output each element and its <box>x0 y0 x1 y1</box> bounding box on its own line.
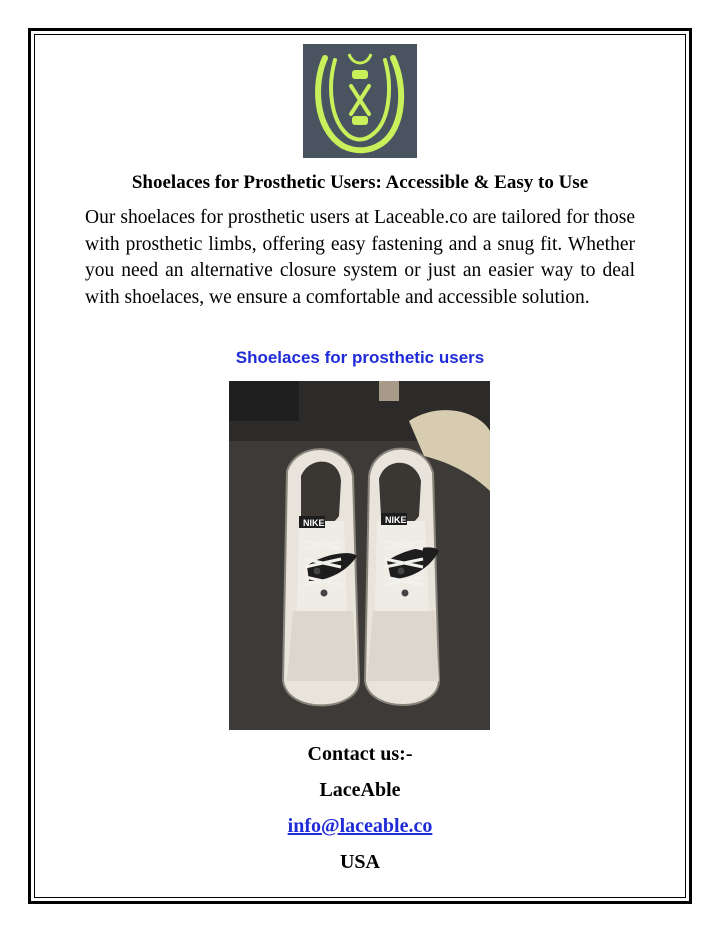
nike-label-right: NIKE <box>385 515 407 525</box>
contact-heading: Contact us:- <box>307 743 413 765</box>
section-subheading: Shoelaces for prosthetic users <box>235 348 485 367</box>
product-photo <box>229 381 490 730</box>
contact-email <box>40 813 680 839</box>
email-link[interactable]: info@laceable.co <box>287 815 433 837</box>
description-paragraph: Our shoelaces for prosthetic users at Laceable.co are tailored for those with prosthetic limbs, offering easy fastening and a snug fit. Whether you need an alternative closure system or just an easier way to deal with shoelaces, we ensure a comfortable and accessible solution. <box>85 207 635 308</box>
page-title: Shoelaces for Prosthetic Users: Accessible & Easy to Use <box>131 172 589 193</box>
laceable-logo-icon <box>303 44 417 158</box>
company-name: LaceAble <box>319 779 401 801</box>
nike-label-left: NIKE <box>303 518 325 528</box>
contact-country: USA <box>339 851 380 873</box>
